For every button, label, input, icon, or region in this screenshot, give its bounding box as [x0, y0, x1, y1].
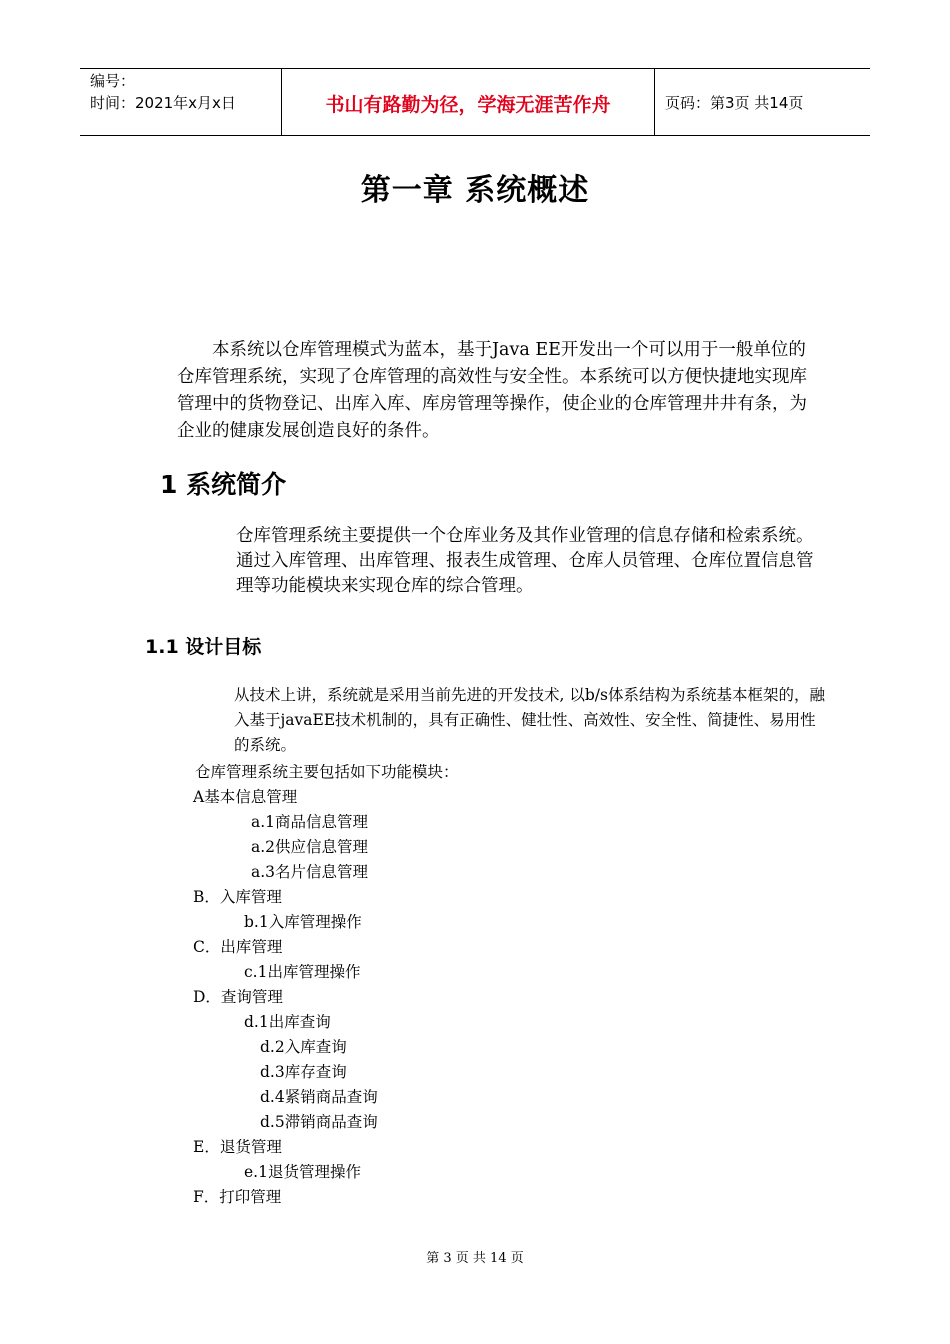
module-sub-item: c.1出库管理操作: [244, 963, 361, 981]
header-bottom-rule: [80, 135, 870, 136]
module-sub-item: e.1退货管理操作: [244, 1163, 361, 1181]
section-1-1-text: 从技术上讲，系统就是采用当前先进的开发技术, 以b/s体系结构为系统基本框架的，融入基于javaEE技术机制的，具有正确性、健壮性、高效性、安全性、简捷性、易用性的系统。: [234, 686, 825, 754]
module-item: A基本信息管理: [193, 788, 298, 806]
page-footer: 第 3 页 共 14 页: [426, 1251, 524, 1266]
intro-text: 本系统以仓库管理模式为蓝本，基于Java EE开发出一个可以用于一般单位的仓库管理系统，实现了仓库管理的高效性与安全性。本系统可以方便快捷地实现库管理中的货物登记、出库入库、库房管理等操作，使企业的仓库管理井井有条，为企业的健康发展创造良好的条件。: [177, 340, 807, 441]
module-sub-item: d.3库存查询: [260, 1063, 347, 1081]
module-item: F．打印管理: [193, 1188, 282, 1206]
intro-paragraph: [177, 337, 817, 445]
header-motto: 书山有路勤为径，学海无涯苦作舟: [325, 94, 611, 116]
section-1-text: 仓库管理系统主要提供一个仓库业务及其作业管理的信息存储和检索系统。通过入库管理、出库管理、报表生成管理、仓库人员管理、仓库位置信息管理等功能模块来实现仓库的综合管理。: [236, 526, 814, 596]
module-sub-item: d.4紧销商品查询: [260, 1088, 378, 1106]
module-item: D．查询管理: [193, 988, 283, 1006]
module-sub-item: a.1商品信息管理: [251, 813, 369, 831]
header-number-label: 编号：: [90, 72, 136, 90]
module-item: E．退货管理: [193, 1138, 282, 1156]
module-sub-item: d.1出库查询: [244, 1013, 331, 1031]
module-sub-item: d.5滞销商品查询: [260, 1113, 378, 1131]
header-divider-right: [654, 68, 655, 136]
header-time-label: 时间：2021年x月x日: [90, 94, 236, 112]
header-page-info: 页码：第3页 共14页: [665, 94, 804, 112]
section-heading-1-1: 1.1 设计目标: [145, 636, 262, 658]
module-sub-item: d.2入库查询: [260, 1038, 347, 1056]
module-sub-item: b.1入库管理操作: [244, 913, 362, 931]
module-sub-item: a.3名片信息管理: [251, 863, 369, 881]
module-item: B．入库管理: [193, 888, 282, 906]
modules-intro: 仓库管理系统主要包括如下功能模块：: [195, 763, 459, 781]
section-heading-1: 1 系统简介: [160, 470, 287, 499]
module-item: C．出库管理: [193, 938, 283, 956]
chapter-title: 第一章 系统概述: [360, 173, 590, 208]
module-sub-item: a.2供应信息管理: [251, 838, 369, 856]
header-top-rule: [80, 68, 870, 69]
header-meta: [90, 70, 236, 114]
